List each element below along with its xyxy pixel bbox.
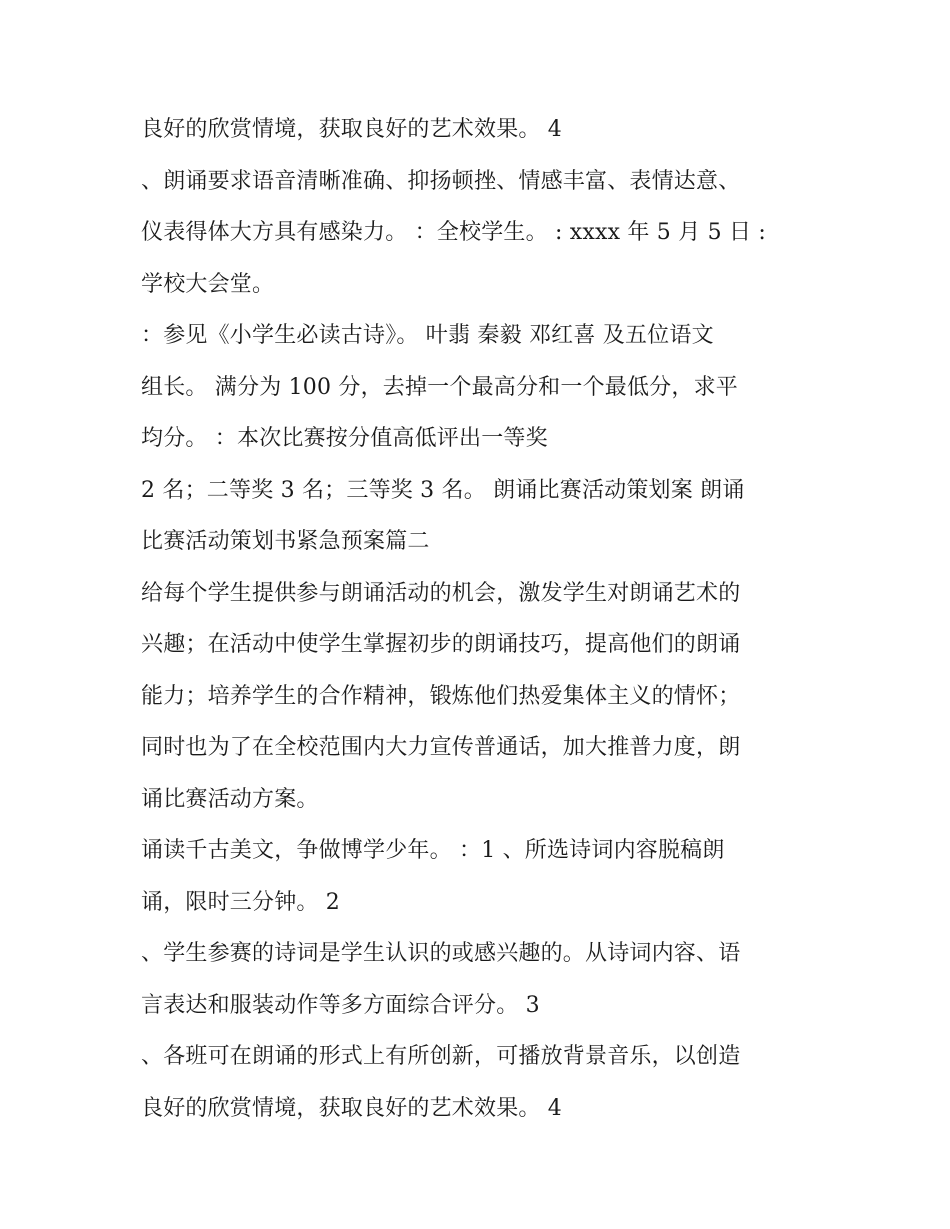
text-line: 仪表得体大方具有感染力。 ：全校学生。 : xxxx 年 5 月 5 日 :	[141, 220, 766, 245]
text-line: 能力；培养学生的合作精神，锻炼他们热爱集体主义的情怀；	[141, 683, 741, 709]
text-line: 诵读千古美文，争做博学少年。 ：1 、所选诗词内容脱稿朗	[141, 838, 725, 863]
text-line: 学校大会堂。	[141, 271, 275, 297]
text-line: ：参见《小学生必读古诗》。 叶翡 秦毅 邓红喜 及五位语文	[141, 323, 714, 348]
text-line: 同时也为了在全校范围内大力宣传普通话，加大推普力度，朗	[141, 735, 741, 760]
text-line: 良好的欣赏情境，获取良好的艺术效果。 4	[141, 117, 562, 142]
text-line: 均分。 ：本次比赛按分值高低评出一等奖	[141, 426, 548, 451]
text-line: 、各班可在朗诵的形式上有所创新，可播放背景音乐，以创造	[141, 1044, 741, 1069]
text-line: 言表达和服装动作等多方面综合评分。 3	[141, 992, 540, 1018]
text-line: 、学生参赛的诗词是学生认识的或感兴趣的。从诗词内容、语	[141, 941, 741, 966]
text-line: 、朗诵要求语音清晰准确、抑扬顿挫、情感丰富、表情达意、	[141, 168, 741, 194]
text-line: 组长。 满分为 100 分，去掉一个最高分和一个最低分，求平	[141, 374, 738, 400]
text-line: 给每个学生提供参与朗诵活动的机会，激发学生对朗诵艺术的	[141, 580, 741, 606]
document-body	[141, 108, 831, 1138]
text-line: 诵比赛活动方案。	[141, 786, 319, 812]
text-line: 诵，限时三分钟。 2	[141, 889, 340, 915]
text-line: 兴趣；在活动中使学生掌握初步的朗诵技巧，提高他们的朗诵	[141, 632, 741, 657]
text-line: 2 名；二等奖 3 名；三等奖 3 名。 朗诵比赛活动策划案 朗诵	[141, 477, 745, 503]
text-line: 良好的欣赏情境，获取良好的艺术效果。 4	[141, 1095, 562, 1121]
text-line: 比赛活动策划书紧急预案篇二	[141, 529, 430, 554]
